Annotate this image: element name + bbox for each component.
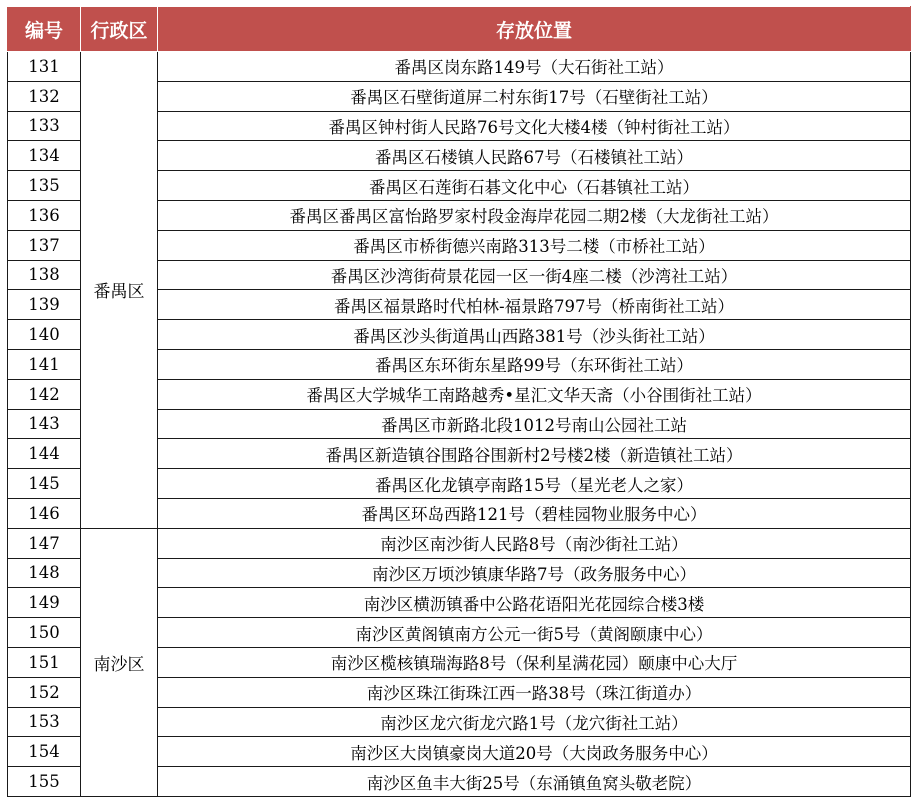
row-id: 134 bbox=[8, 141, 81, 171]
row-id: 154 bbox=[8, 737, 81, 767]
row-id: 137 bbox=[8, 230, 81, 260]
row-id: 139 bbox=[8, 290, 81, 320]
row-id: 138 bbox=[8, 260, 81, 290]
row-id: 148 bbox=[8, 558, 81, 588]
table-row bbox=[8, 528, 911, 558]
table-row bbox=[8, 52, 911, 82]
header-id: 编号 bbox=[8, 7, 81, 52]
row-location: 番禺区环岛西路121号（碧桂园物业服务中心） bbox=[158, 498, 911, 528]
row-location: 番禺区福景路时代柏林-福景路797号（桥南街社工站） bbox=[158, 290, 911, 320]
row-id: 151 bbox=[8, 647, 81, 677]
row-id: 147 bbox=[8, 528, 81, 558]
row-id: 141 bbox=[8, 349, 81, 379]
row-location: 番禺区石莲街石碁文化中心（石碁镇社工站） bbox=[158, 171, 911, 201]
row-id: 131 bbox=[8, 52, 81, 82]
row-location: 番禺区新造镇谷围路谷围新村2号楼2楼（新造镇社工站） bbox=[158, 439, 911, 469]
header-row bbox=[8, 7, 911, 52]
district-cell: 番禺区 bbox=[81, 52, 158, 529]
row-id: 149 bbox=[8, 588, 81, 618]
row-id: 144 bbox=[8, 439, 81, 469]
header-district: 行政区 bbox=[81, 7, 158, 52]
table-body bbox=[8, 52, 911, 797]
row-id: 152 bbox=[8, 677, 81, 707]
row-location: 番禺区市桥街德兴南路313号二楼（市桥社工站） bbox=[158, 230, 911, 260]
row-id: 145 bbox=[8, 469, 81, 499]
row-location: 番禺区市新路北段1012号南山公园社工站 bbox=[158, 409, 911, 439]
row-id: 142 bbox=[8, 379, 81, 409]
row-id: 143 bbox=[8, 409, 81, 439]
row-id: 150 bbox=[8, 618, 81, 648]
row-location: 南沙区万顷沙镇康华路7号（政务服务中心） bbox=[158, 558, 911, 588]
row-location: 南沙区大岗镇豪岗大道20号（大岗政务服务中心） bbox=[158, 737, 911, 767]
row-location: 南沙区南沙街人民路8号（南沙街社工站） bbox=[158, 528, 911, 558]
row-location: 番禺区石壁街道屏二村东街17号（石壁街社工站） bbox=[158, 81, 911, 111]
row-location: 番禺区钟村街人民路76号文化大楼4楼（钟村街社工站） bbox=[158, 111, 911, 141]
row-location: 番禺区化龙镇亭南路15号（星光老人之家） bbox=[158, 469, 911, 499]
row-id: 132 bbox=[8, 81, 81, 111]
row-id: 135 bbox=[8, 171, 81, 201]
header-location: 存放位置 bbox=[158, 7, 911, 52]
location-table bbox=[7, 6, 911, 797]
row-location: 南沙区横沥镇番中公路花语阳光花园综合楼3楼 bbox=[158, 588, 911, 618]
table-header bbox=[8, 7, 911, 52]
row-id: 136 bbox=[8, 200, 81, 230]
row-id: 155 bbox=[8, 767, 81, 797]
row-location: 番禺区番禺区富怡路罗家村段金海岸花园二期2楼（大龙街社工站） bbox=[158, 200, 911, 230]
row-location: 番禺区石楼镇人民路67号（石楼镇社工站） bbox=[158, 141, 911, 171]
row-id: 140 bbox=[8, 320, 81, 350]
district-cell: 南沙区 bbox=[81, 528, 158, 796]
row-location: 南沙区龙穴街龙穴路1号（龙穴街社工站） bbox=[158, 707, 911, 737]
row-location: 番禺区沙头街道禺山西路381号（沙头街社工站） bbox=[158, 320, 911, 350]
row-location: 番禺区岗东路149号（大石街社工站） bbox=[158, 52, 911, 82]
row-location: 南沙区珠江街珠江西一路38号（珠江街道办） bbox=[158, 677, 911, 707]
row-location: 番禺区大学城华工南路越秀•星汇文华天斋（小谷围街社工站） bbox=[158, 379, 911, 409]
row-location: 南沙区黄阁镇南方公元一街5号（黄阁颐康中心） bbox=[158, 618, 911, 648]
row-location: 南沙区鱼丰大街25号（东涌镇鱼窝头敬老院） bbox=[158, 767, 911, 797]
row-id: 153 bbox=[8, 707, 81, 737]
row-location: 南沙区榄核镇瑞海路8号（保利星满花园）颐康中心大厅 bbox=[158, 647, 911, 677]
row-location: 番禺区沙湾街荷景花园一区一街4座二楼（沙湾社工站） bbox=[158, 260, 911, 290]
row-id: 146 bbox=[8, 498, 81, 528]
row-id: 133 bbox=[8, 111, 81, 141]
row-location: 番禺区东环街东星路99号（东环街社工站） bbox=[158, 349, 911, 379]
